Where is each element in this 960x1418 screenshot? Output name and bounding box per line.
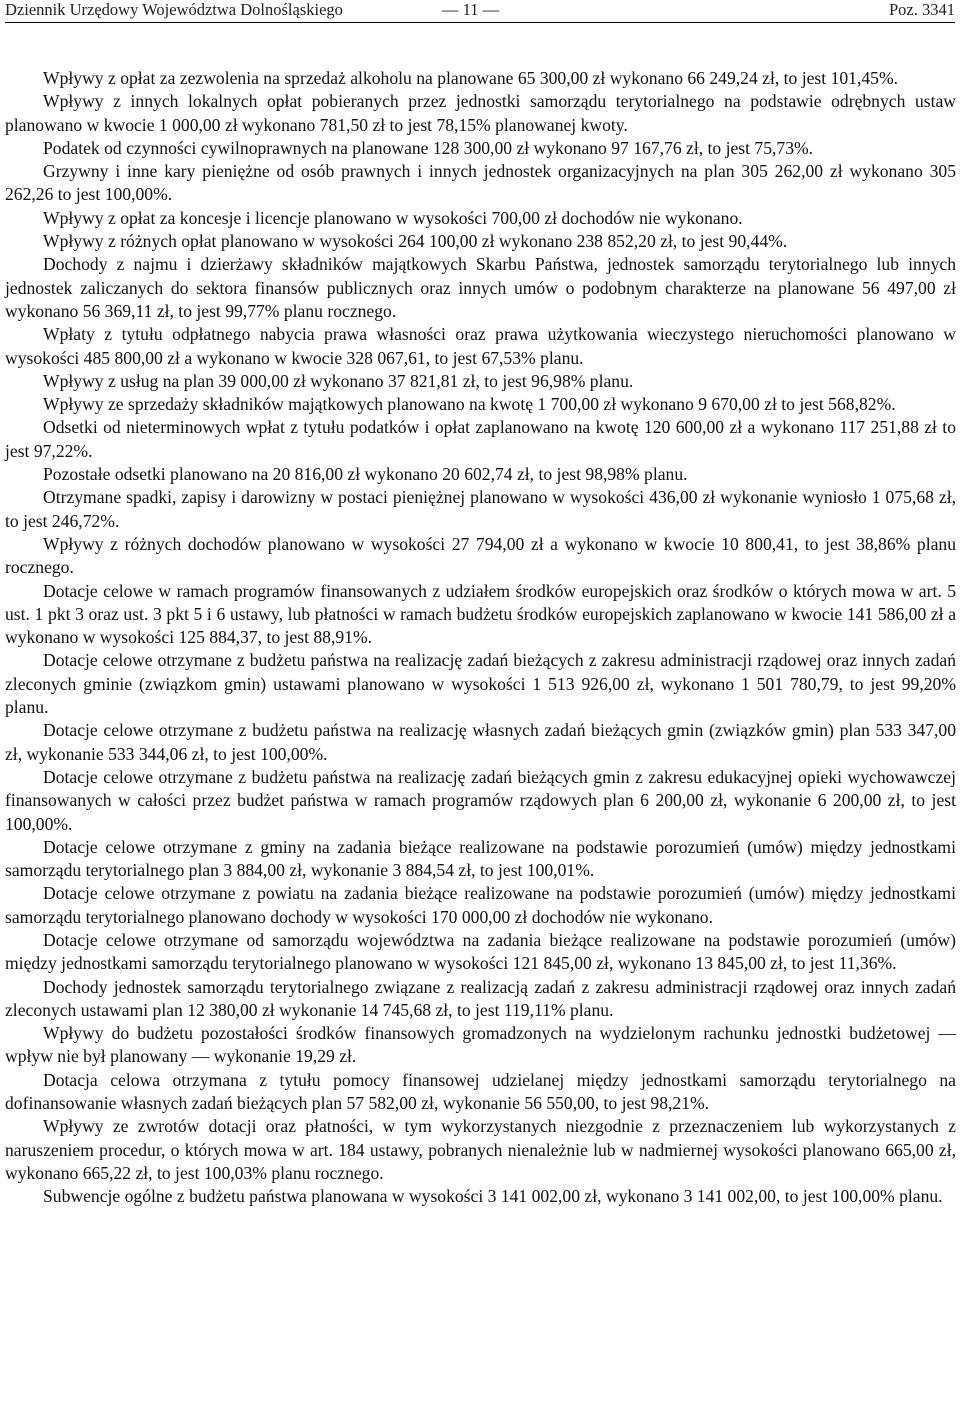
paragraph: Dotacje celowe otrzymane z budżetu państwa na realizację zadań bieżących gmin z zakresu edukacyjnej opieki wychowawczej finansowanych w całości przez budżet państwa w ramach programów rządowych plan 6 200,00 zł, wykonanie 6 200,00 zł, to jest 100,00%. <box>5 766 956 834</box>
paragraph: Subwencje ogólne z budżetu państwa planowana w wysokości 3 141 002,00 zł, wykonano 3 141 002,00, to jest 100,00% planu. <box>43 1186 943 1207</box>
page-header <box>5 0 955 20</box>
document-body <box>5 67 956 1209</box>
paragraph: Wpływy z innych lokalnych opłat pobieranych przez jednostki samorządu terytorialnego na podstawie odrębnych ustaw planowano w kwocie 1 000,00 zł wykonano 781,50 zł to jest 78,15% planowanej kwoty. <box>5 91 956 135</box>
paragraph: Odsetki od nieterminowych wpłat z tytułu podatków i opłat zaplanowano na kwotę 120 600,00 zł a wykonano 117 251,88 zł to jest 97,22%. <box>5 417 956 461</box>
paragraph: Wpływy z usług na plan 39 000,00 zł wykonano 37 821,81 zł, to jest 96,98% planu. <box>43 370 634 391</box>
paragraph: Wpływy z opłat za koncesje i licencje planowano w wysokości 700,00 zł dochodów nie wykonano. <box>43 207 743 228</box>
paragraph: Wpływy z różnych dochodów planowano w wysokości 27 794,00 zł a wykonano w kwocie 10 800,41, to jest 38,86% planu rocznego. <box>5 533 956 578</box>
paragraph: Otrzymane spadki, zapisy i darowizny w postaci pieniężnej planowano w wysokości 436,00 zł wykonanie wyniosło 1 075,68 zł, to jest 246,72%. <box>5 487 956 531</box>
paragraph: Dotacje celowe otrzymane z budżetu państwa na realizację własnych zadań bieżących gmin (związków gmin) plan 533 347,00 zł, wykonanie 533 344,06 zł, to jest 100,00%. <box>5 720 956 764</box>
paragraph: Dotacje celowe otrzymane od samorządu województwa na zadania bieżące realizowane na podstawie porozumień (umów) między jednostkami samorządu terytorialnego planowano w wysokości 121 845,00 zł, wykonano 13 845,00 zł, to jest 11,36%. <box>5 929 956 974</box>
paragraph: Dochody z najmu i dzierżawy składników majątkowych Skarbu Państwa, jednostek samorządu terytorialnego lub innych jednostek zaliczanych do sektora finansów publicznych oraz innych umów o podobnym charakterze na planowane 56 497,00 zł wykonano 56 369,11 zł, to jest 99,77% planu rocznego. <box>5 254 956 321</box>
paragraph: Wpływy do budżetu pozostałości środków finansowych gromadzonych na wydzielonym rachunku jednostki budżetowej — wpływ nie był planowany — wykonanie 19,29 zł. <box>5 1023 956 1067</box>
position-number: Poz. 3341 <box>889 0 955 19</box>
page-number: — 11 — <box>442 0 500 19</box>
paragraph: Wpływy ze sprzedaży składników majątkowych planowano na kwotę 1 700,00 zł wykonano 9 670,00 zł to jest 568,82%. <box>43 394 896 415</box>
paragraph: Podatek od czynności cywilnoprawnych na planowane 128 300,00 zł wykonano 97 167,76 zł, to jest 75,73%. <box>43 137 814 158</box>
paragraph: Wpływy z różnych opłat planowano w wysokości 264 100,00 zł wykonano 238 852,20 zł, to jest 90,44%. <box>43 231 788 252</box>
paragraph: Grzywny i inne kary pieniężne od osób prawnych i innych jednostek organizacyjnych na plan 305 262,00 zł wykonano 305 262,26 to jest 100,00%. <box>5 161 956 205</box>
paragraph: Dotacje celowe w ramach programów finansowanych z udziałem środków europejskich oraz środków o których mowa w art. 5 ust. 1 pkt 3 oraz ust. 3 pkt 5 i 6 ustawy, lub płatności w ramach budżetu środków europejskich zaplanowano w kwocie 141 586,00 zł a wykonano w wysokości 125 884,37, to jest 88,91%. <box>5 580 956 648</box>
paragraph: Dotacje celowe otrzymane z powiatu na zadania bieżące realizowane na podstawie porozumień (umów) między jednostkami samorządu terytorialnego planowano dochody w wysokości 170 000,00 zł dochodów nie wykonano. <box>5 883 956 927</box>
header-rule <box>5 22 955 23</box>
paragraph: Wpływy z opłat za zezwolenia na sprzedaż alkoholu na planowane 65 300,00 zł wykonano 66 249,24 zł, to jest 101,45%. <box>43 68 899 88</box>
paragraph: Dotacje celowe otrzymane z budżetu państwa na realizację zadań bieżących z zakresu administracji rządowej oraz innych zadań zleconych gminie (związkom gmin) ustawami planowano w wysokości 1 513 926,00 zł, wykonano 1 501 780,79, to jest 99,20% planu. <box>5 650 956 718</box>
journal-title: Dziennik Urzędowy Województwa Dolnośląskiego <box>5 0 343 19</box>
paragraph: Dotacje celowe otrzymane z gminy na zadania bieżące realizowane na podstawie porozumień (umów) między jednostkami samorządu terytorialnego plan 3 884,00 zł, wykonanie 3 884,54 zł, to jest 100,01%. <box>5 836 956 881</box>
paragraph: Dochody jednostek samorządu terytorialnego związane z realizacją zadań z zakresu administracji rządowej oraz innych zadań zleconych ustawami plan 12 380,00 zł wykonanie 14 745,68 zł, to jest 119,11% planu. <box>5 976 956 1020</box>
paragraph: Pozostałe odsetki planowano na 20 816,00 zł wykonano 20 602,74 zł, to jest 98,98% planu. <box>43 464 688 485</box>
paragraph: Dotacja celowa otrzymana z tytułu pomocy finansowej udzielanej między jednostkami samorządu terytorialnego na dofinansowanie własnych zadań bieżących plan 57 582,00 zł, wykonanie 56 550,00, to jest 98,21%. <box>5 1069 956 1114</box>
paragraph: Wpłaty z tytułu odpłatnego nabycia prawa własności oraz prawa użytkowania wieczystego nieruchomości planowano w wysokości 485 800,00 zł a wykonano w kwocie 328 067,61, to jest 67,53% planu. <box>5 324 956 368</box>
paragraph: Wpływy ze zwrotów dotacji oraz płatności, w tym wykorzystanych niezgodnie z przeznaczeniem lub wykorzystanych z naruszeniem procedur, o których mowa w art. 184 ustawy, pobranych nienależnie lub w nadmiernej wysokości planowano 665,00 zł, wykonano 665,22 zł, to jest 100,03% planu rocznego. <box>5 1116 956 1183</box>
